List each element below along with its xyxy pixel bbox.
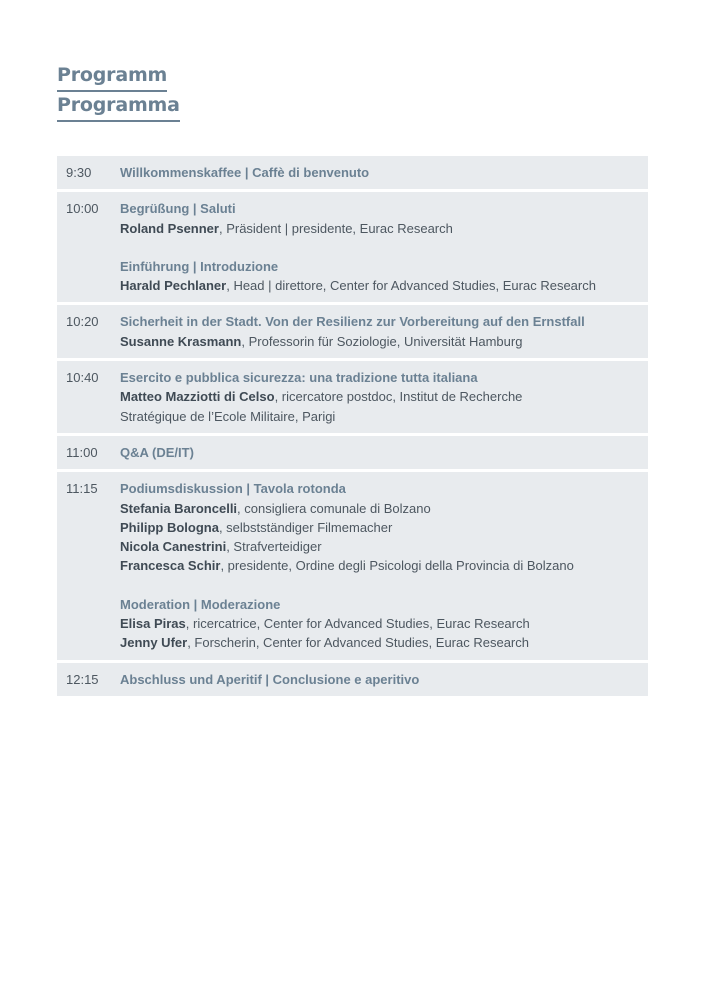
speaker-name: Susanne Krasmann: [120, 333, 242, 349]
block-spacer: [120, 576, 648, 595]
speaker-role: , ricercatrice, Center for Advanced Studies, Eurac Research: [185, 616, 530, 632]
schedule-content: [120, 479, 648, 652]
speaker-role: , consigliera comunale di Bolzano: [237, 500, 431, 516]
speaker-role: , ricercatore postdoc, Institut de Recherche: [274, 389, 523, 405]
speaker-line: [120, 219, 648, 238]
speaker-name: Francesca Schir: [120, 558, 221, 574]
session-title: Podiumsdiskussion | Tavola rotonda: [120, 481, 346, 497]
session-title: Sicherheit in der Stadt. Von der Resilienz zur Vorbereitung auf den Ernstfall: [120, 314, 585, 330]
speaker-line: [120, 537, 648, 556]
schedule-time: 12:15: [66, 671, 99, 687]
speaker-line: [120, 276, 648, 295]
schedule-time: 10:00: [66, 201, 99, 217]
session-title: Willkommenskaffee | Caffè di benvenuto: [120, 165, 370, 180]
speaker-role: , Head | direttore, Center for Advanced Studies, Eurac Research: [226, 278, 596, 294]
schedule-content: [120, 312, 648, 351]
session-title: Abschluss und Aperitif | Conclusione e aperitivo: [120, 671, 420, 687]
speaker-name: Harald Pechlaner: [120, 278, 227, 294]
speaker-name: Roland Psenner: [120, 220, 219, 236]
speaker-role: , selbstständiger Filmemacher: [218, 519, 393, 535]
schedule-content: [120, 443, 648, 462]
schedule-content: [120, 670, 648, 689]
speaker-line: [120, 332, 648, 351]
speaker-role: , Forscherin, Center for Advanced Studies, Eurac Research: [187, 635, 529, 651]
schedule-row: [57, 436, 648, 469]
speaker-role: , Professorin für Soziologie, Universität Hamburg: [241, 333, 523, 349]
speaker-name: Nicola Canestrini: [120, 539, 227, 555]
page-title: [57, 62, 180, 122]
schedule-row: [57, 472, 648, 659]
speaker-role: , Präsident | presidente, Eurac Research: [218, 220, 453, 236]
schedule-table: [57, 156, 648, 699]
schedule-content: [120, 368, 648, 426]
title-german: Programm: [57, 62, 167, 92]
session-title: Einführung | Introduzione: [120, 258, 279, 274]
session-title: Q&A (DE/IT): [120, 444, 194, 460]
session-title: Begrüßung | Saluti: [120, 201, 236, 217]
speaker-role: , Strafverteidiger: [226, 539, 322, 555]
speaker-role-continuation: Stratégique de l’Ecole Militaire, Parigi: [120, 408, 336, 424]
schedule-time: 10:40: [66, 370, 99, 386]
speaker-name: Jenny Ufer: [120, 635, 188, 651]
speaker-name: Elisa Piras: [120, 616, 186, 632]
speaker-name: Matteo Mazziotti di Celso: [120, 389, 275, 405]
block-spacer: [120, 238, 648, 257]
schedule-content: [120, 199, 648, 295]
speaker-line: [120, 633, 648, 652]
title-italian: Programma: [57, 92, 180, 122]
session-title: Esercito e pubblica sicurezza: una tradizione tutta italiana: [120, 370, 478, 386]
schedule-time: 9:30: [66, 165, 92, 180]
schedule-time: 11:00: [66, 444, 98, 460]
schedule-row: [57, 192, 648, 302]
speaker-line: [120, 614, 648, 633]
schedule-content: [120, 163, 648, 182]
schedule-row: [57, 361, 648, 433]
speaker-line: [120, 499, 648, 518]
speaker-name: Philipp Bologna: [120, 519, 219, 535]
session-title: Moderation | Moderazione: [120, 596, 281, 612]
speaker-line: [120, 556, 648, 575]
schedule-time: 10:20: [66, 314, 99, 330]
speaker-role: , presidente, Ordine degli Psicologi della Provincia di Bolzano: [220, 558, 574, 574]
schedule-row: [57, 663, 648, 696]
schedule-time: 11:15: [66, 481, 98, 497]
speaker-line: [120, 518, 648, 537]
schedule-row: [57, 156, 648, 189]
schedule-row: [57, 305, 648, 358]
speaker-line: [120, 387, 648, 406]
speaker-name: Stefania Baroncelli: [120, 500, 238, 516]
